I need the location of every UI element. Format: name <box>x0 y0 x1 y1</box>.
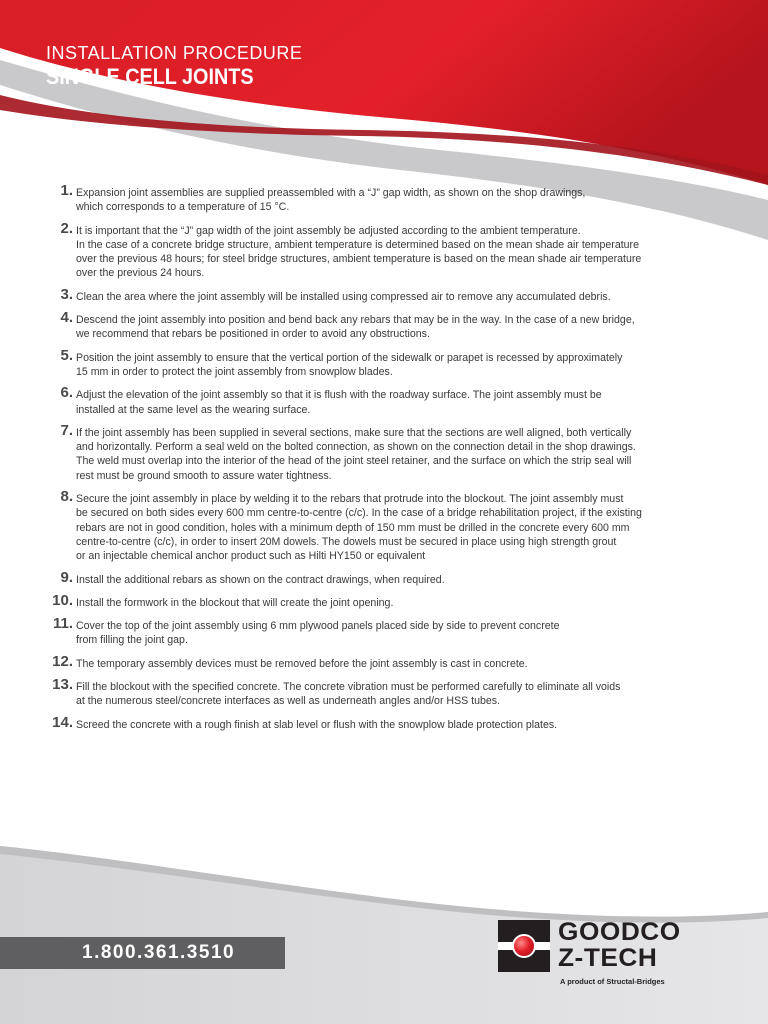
step-item <box>40 652 730 671</box>
company-logo <box>498 920 728 990</box>
step-item <box>40 676 730 709</box>
step-text <box>76 290 730 304</box>
step-text-line: and horizontally. Perform a seal weld on the bolted connection, as shown on the connection detail in the shop drawings. <box>76 441 636 454</box>
procedure-steps-list <box>40 182 730 741</box>
step-text <box>76 596 730 610</box>
step-item <box>40 384 730 417</box>
step-text <box>76 186 730 215</box>
step-text <box>76 313 730 342</box>
step-item <box>40 713 730 732</box>
step-item <box>40 568 730 587</box>
step-number: 8. <box>60 488 73 506</box>
step-text-line: Adjust the elevation of the joint assembly so that it is flush with the roadway surface. The joint assembly must be <box>76 389 602 402</box>
page-subtitle: INSTALLATION PROCEDURE <box>46 43 303 63</box>
step-text-line: Position the joint assembly to ensure that the vertical portion of the sidewalk or parapet is recessed by approximately <box>76 351 623 364</box>
step-text-line: It is important that the “J” gap width of the joint assembly be adjusted according to the ambient temperature. <box>76 224 581 237</box>
step-text-line: from filling the joint gap. <box>76 634 188 647</box>
step-number: 5. <box>60 346 73 364</box>
step-item <box>40 421 730 483</box>
logo-text-goodco: GOODCO <box>558 918 681 946</box>
step-item <box>40 591 730 610</box>
step-text <box>76 619 730 648</box>
logo-text-ztech: Z-TECH <box>558 944 658 972</box>
step-text <box>76 573 730 587</box>
step-text-line: over the previous 24 hours. <box>76 267 205 280</box>
header <box>46 42 302 90</box>
step-number: 1. <box>60 182 73 199</box>
step-text <box>76 224 730 281</box>
step-text-line: Screed the concrete with a rough finish at slab level or flush with the snowplow blade protection plates. <box>76 718 558 731</box>
step-text-line: If the joint assembly has been supplied in several sections, make sure that the sections are well aligned, both vertically <box>76 426 632 439</box>
page-title: SINGLE CELL JOINTS <box>46 64 254 89</box>
step-text <box>76 388 730 417</box>
step-number: 10. <box>52 591 73 609</box>
step-text-line: which corresponds to a temperature of 15 °C. <box>76 201 290 214</box>
step-text <box>76 351 730 380</box>
step-text-line: Secure the joint assembly in place by welding it to the rebars that protrude into the blockout. The joint assembly must <box>76 493 624 506</box>
step-text-line: Install the formwork in the blockout that will create the joint opening. <box>76 596 394 609</box>
step-text-line: Clean the area where the joint assembly will be installed using compressed air to remove any accumulated debris. <box>76 290 611 303</box>
step-text-line: Descend the joint assembly into position and bend back any rebars that may be in the way. In the case of a new bridge, <box>76 314 635 327</box>
step-text <box>76 680 730 709</box>
phone-bar <box>0 937 285 969</box>
step-text-line: rest must be ground smooth to assure water tightness. <box>76 469 332 482</box>
step-item <box>40 219 730 281</box>
step-text <box>76 718 730 732</box>
step-number: 4. <box>60 309 73 327</box>
step-text-line: Cover the top of the joint assembly using 6 mm plywood panels placed side by side to prevent concrete <box>76 620 560 633</box>
phone-number: 1.800.361.3510 <box>82 942 236 963</box>
step-text-line: The weld must overlap into the interior of the head of the joint steel retainer, and the surface on which the strip seal will <box>76 455 632 468</box>
step-text-line: or an injectable chemical anchor product such as Hilti HY150 or equivalent <box>76 550 426 563</box>
step-text-line: Install the additional rebars as shown on the contract drawings, when required. <box>76 573 445 586</box>
step-number: 9. <box>60 568 73 586</box>
step-item <box>40 182 730 215</box>
step-text-line: The temporary assembly devices must be removed before the joint assembly is cast in concrete. <box>76 657 528 670</box>
step-text-line: In the case of a concrete bridge structure, ambient temperature is determined based on the mean shade air temperature <box>76 238 639 251</box>
step-item <box>40 309 730 342</box>
goodco-ztech-logo-icon <box>498 920 550 972</box>
step-number: 6. <box>60 384 73 402</box>
step-number: 11. <box>52 615 73 633</box>
step-text-line: centre-to-centre (c/c), in order to insert 20M dowels. The dowels must be secured in place using high strength grout <box>76 535 617 548</box>
step-text <box>76 657 730 671</box>
step-number: 3. <box>60 285 73 303</box>
step-number: 7. <box>60 421 73 439</box>
step-text-line: at the numerous steel/concrete interfaces as well as underneath angles and/or HSS tubes. <box>76 695 500 708</box>
step-text <box>76 426 730 483</box>
step-text-line: over the previous 48 hours; for steel bridge structures, ambient temperature is based on the mean shade air temperature <box>76 253 642 266</box>
step-number: 12. <box>52 652 73 670</box>
step-text-line: be secured on both sides every 600 mm centre-to-centre (c/c). In the case of a bridge rehabilitation project, if the existing <box>76 507 642 520</box>
logo-tagline: A product of Structal-Bridges <box>560 977 665 986</box>
step-text-line: Expansion joint assemblies are supplied preassembled with a “J” gap width, as shown on the shop drawings, <box>76 187 586 199</box>
step-text-line: we recommend that rebars be positioned in order to avoid any obstructions. <box>76 328 430 341</box>
step-item <box>40 346 730 380</box>
step-item <box>40 488 730 563</box>
step-text-line: installed at the same level as the wearing surface. <box>76 403 311 416</box>
step-text-line: Fill the blockout with the specified concrete. The concrete vibration must be performed carefully to eliminate all voids <box>76 681 621 694</box>
step-number: 14. <box>52 713 73 731</box>
step-item <box>40 615 730 648</box>
step-item <box>40 285 730 304</box>
step-number: 13. <box>52 676 73 694</box>
step-text-line: rebars are not in good condition, holes with a minimum depth of 150 mm must be drilled in the concrete every 600 mm <box>76 521 630 534</box>
step-number: 2. <box>60 219 73 237</box>
step-text-line: 15 mm in order to protect the joint assembly from snowplow blades. <box>76 365 393 378</box>
step-text <box>76 492 730 563</box>
